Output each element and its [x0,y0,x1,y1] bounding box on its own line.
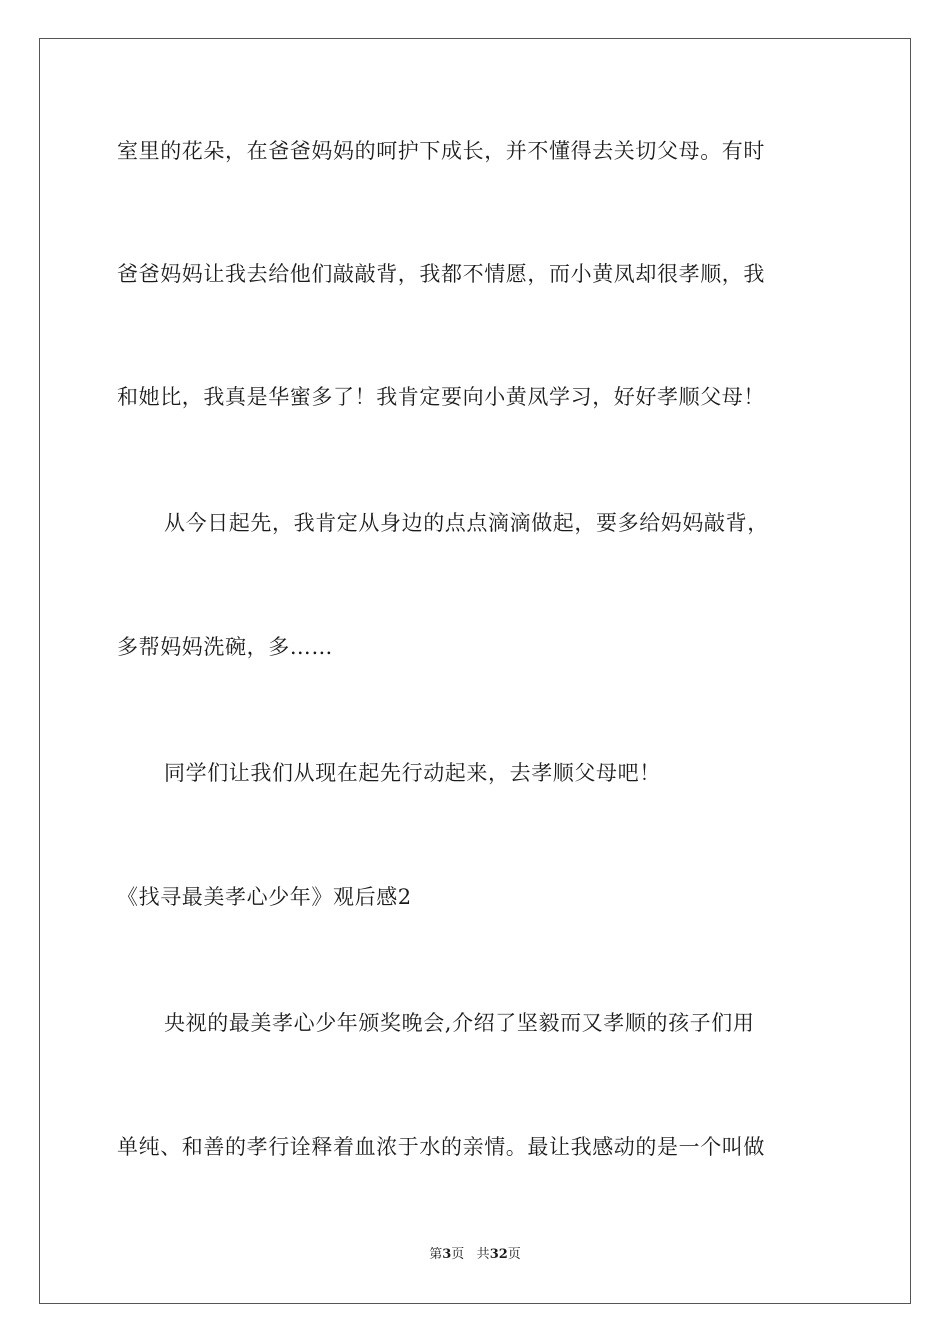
total-pages-number: 32 [489,1247,508,1262]
text-line-6: 同学们让我们从现在起先行动起来，去孝顺父母吧！ [164,761,661,785]
text-line-1: 室里的花朵，在爸爸妈妈的呵护下成长，并不懂得去关切父母。有时 [117,139,765,163]
footer-total-suffix: 页 [507,1247,521,1262]
text-line-9: 单纯、和善的孝行诠释着血浓于水的亲情。最让我感动的是一个叫做 [117,1135,765,1159]
text-line-8: 央视的最美孝心少年颁奖晚会,介绍了坚毅而又孝顺的孩子们用 [164,1011,755,1035]
section-heading: 《找寻最美孝心少年》观后感2 [117,885,412,909]
current-page-number: 3 [442,1247,452,1262]
footer-page-suffix: 页 [451,1247,465,1262]
text-line-3: 和她比，我真是华蜜多了！我肯定要向小黄凤学习，好好孝顺父母！ [117,385,765,409]
text-line-5: 多帮妈妈洗碗，多…… [117,635,333,659]
text-line-2: 爸爸妈妈让我去给他们敲敲背，我都不情愿，而小黄凤却很孝顺，我 [117,262,765,286]
footer-total-prefix: 共 [476,1247,490,1262]
page-frame [39,38,911,1304]
footer-prefix: 第 [429,1247,443,1262]
text-line-4: 从今日起先，我肯定从身边的点点滴滴做起，要多给妈妈敲背， [164,511,769,535]
page-footer [0,1246,950,1264]
